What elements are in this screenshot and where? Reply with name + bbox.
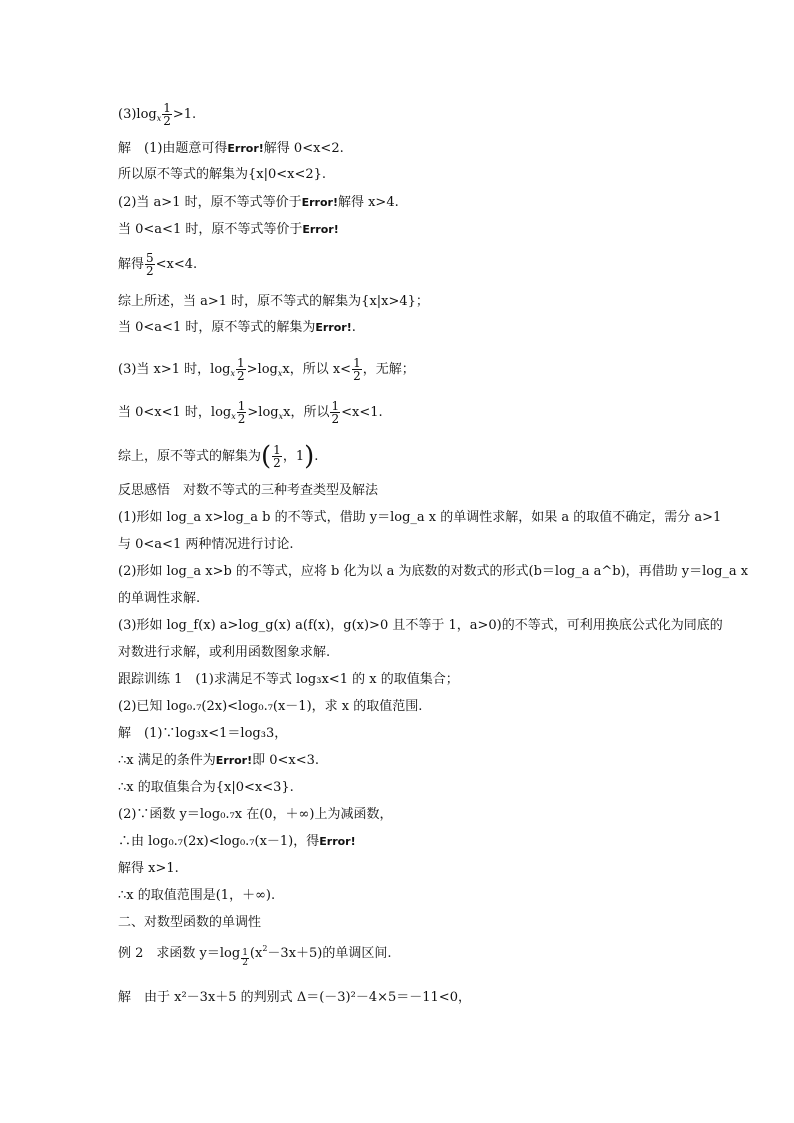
solution-3-case-a: (3)当 x>1 时，$\log_x$ $\frac{1}{2}$ $>\log_xx$，所以 x< $\frac{1}{2}$ ，无解； xyxy=(118,356,415,383)
fraction: $\frac{1}{2}$ xyxy=(163,101,171,128)
exercise-solution-2-result: 解得 x>1. xyxy=(118,861,179,876)
exercise-solution-condition: ∴x 满足的条件为Error!即 0<x<3. xyxy=(118,753,320,768)
solution-2-result: 解得 $\frac{5}{2}$ <x<4. xyxy=(118,251,198,278)
fraction: $\frac{1}{2}$ xyxy=(242,948,248,968)
reflection-1: (1)形如 log_a x>log_a b 的不等式，借助 y＝log_a x 的单调性求解，如果 a 的取值不确定，需分 a>1 xyxy=(118,510,722,525)
fraction: $\frac{5}{2}$ xyxy=(146,251,154,278)
reflection-heading: 反思感悟 对数不等式的三种考查类型及解法 xyxy=(118,483,379,498)
fraction: $\frac{1}{2}$ xyxy=(237,399,246,426)
exercise-solution-2-range: ∴x 的取值范围是(1，＋∞). xyxy=(118,888,276,903)
fraction: $\frac{1}{2}$ xyxy=(353,356,361,383)
solution-2-case-b: 当 0<a<1 时，原不等式等价于Error! xyxy=(118,222,339,237)
exercise-1-part-2: (2)已知 log₀.₇(2x)<log₀.₇(x－1)，求 x 的取值范围. xyxy=(118,699,423,714)
exercise-solution-2-step: ∴由 log₀.₇(2x)<log₀.₇(x－1)，得Error! xyxy=(118,834,356,849)
example-2: 例 2 求函数 y＝log $\frac{1}{2}$ $(x^2-3x+5)$的单调区间. xyxy=(118,944,392,968)
exercise-solution-1: 解 (1)∵log₃x<1＝log₃3， xyxy=(118,726,288,741)
reflection-2-cont: 的单调性求解. xyxy=(118,591,201,606)
solution-1: 解 (1)由题意可得Error!解得 0<x<2. xyxy=(118,141,344,156)
exercise-solution-set: ∴x 的取值集合为{x|0<x<3}. xyxy=(118,780,294,795)
fraction: $\frac{1}{2}$ xyxy=(331,399,340,426)
solution-1-set: 所以原不等式的解集为{x|0<x<2}. xyxy=(118,167,327,182)
solution-3-summary: 综上，原不等式的解集为( $\frac{1}{2}$ ，1). xyxy=(118,441,319,472)
summary-case-b: 当 0<a<1 时，原不等式的解集为Error!. xyxy=(118,320,356,335)
line-3-problem: $(3)\log_x$ $\frac{1}{2}$ >1. xyxy=(118,101,197,128)
solution-3-case-b: 当 0<x<1 时，$\log_x$ $\frac{1}{2}$ $>\log_xx$，所以 $\frac{1}{2}$ <x<1. xyxy=(118,399,383,426)
fraction: $\frac{1}{2}$ xyxy=(273,443,281,470)
reflection-3-cont: 对数进行求解，或利用函数图象求解. xyxy=(118,645,331,660)
summary-case-a: 综上所述，当 a>1 时，原不等式的解集为{x|x>4}； xyxy=(118,294,429,309)
reflection-1-cont: 与 0<a<1 两种情况进行讨论. xyxy=(118,537,294,552)
section-heading-2: 二、对数型函数的单调性 xyxy=(118,915,262,930)
exercise-1-part-1: 跟踪训练 1 (1)求满足不等式 log₃x<1 的 x 的取值集合； xyxy=(118,672,459,687)
exercise-solution-2: (2)∵函数 y＝log₀.₇x 在(0，＋∞)上为减函数， xyxy=(118,807,393,822)
fraction: $\frac{1}{2}$ xyxy=(237,356,245,383)
example-2-solution: 解 由于 x²－3x＋5 的判别式 Δ＝(－3)²－4×5＝－11<0， xyxy=(118,990,471,1005)
solution-2-case-a: (2)当 a>1 时，原不等式等价于Error!解得 x>4. xyxy=(118,195,399,210)
reflection-3: (3)形如 log_f(x) a>log_g(x) a(f(x)，g(x)>0 且不等于 1，a>0)的不等式，可利用换底公式化为同底的 xyxy=(118,618,723,633)
reflection-2: (2)形如 log_a x>b 的不等式，应将 b 化为以 a 为底数的对数式的形式(b＝log_a a^b)，再借助 y＝log_a x xyxy=(118,564,749,579)
